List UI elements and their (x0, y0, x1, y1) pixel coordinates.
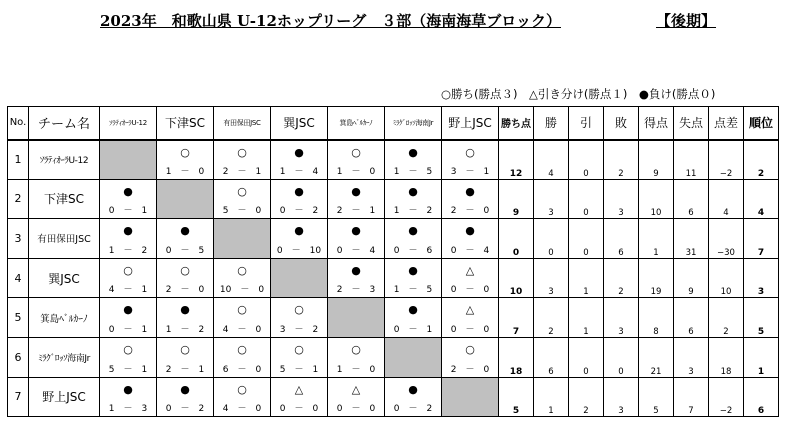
match-cell (100, 337, 157, 377)
header-loss: 敗 (604, 107, 639, 140)
match-score: 0 － 10 (276, 245, 322, 256)
match-score: 0 － 0 (336, 404, 376, 415)
loss-count: 3 (604, 298, 639, 338)
match-score: 0 － 2 (279, 206, 319, 217)
result-symbol: △ (351, 382, 361, 396)
header-points: 勝ち点 (499, 107, 534, 140)
match-score: 0 － 4 (336, 245, 376, 256)
table-row (8, 337, 779, 377)
team-name: 巽JSC (29, 258, 100, 298)
match-score: 4 － 1 (108, 285, 148, 296)
match-score: 1 － 2 (393, 206, 433, 217)
goal-difference: 10 (709, 258, 744, 298)
points-value: 9 (499, 179, 534, 219)
result-symbol: ○ (237, 184, 247, 198)
match-cell (328, 179, 385, 219)
match-cell (214, 258, 271, 298)
header-opponent-7: 野上JSC (442, 107, 499, 140)
match-cell (157, 377, 214, 417)
self-match-cell (328, 298, 385, 338)
match-cell (385, 219, 442, 259)
rank-value: 6 (744, 377, 779, 417)
result-symbol: ○ (237, 263, 247, 277)
result-symbol: ● (408, 382, 418, 396)
result-symbol: ○ (237, 342, 247, 356)
match-score: 3 － 1 (450, 166, 490, 177)
result-symbol: ● (294, 184, 304, 198)
draw-count: 0 (569, 179, 604, 219)
result-symbol: ● (465, 224, 475, 238)
result-symbol: ○ (180, 145, 190, 159)
match-cell (157, 337, 214, 377)
goals-for: 19 (639, 258, 674, 298)
rank-value: 7 (744, 219, 779, 259)
goals-for: 1 (639, 219, 674, 259)
match-cell (271, 140, 328, 180)
match-score: 1 － 0 (165, 166, 205, 177)
points-value: 0 (499, 219, 534, 259)
header-team: チーム名 (29, 107, 100, 140)
match-cell (157, 298, 214, 338)
table-row (8, 219, 779, 259)
result-symbol: ● (180, 224, 190, 238)
row-number: 7 (8, 377, 29, 417)
result-symbol: △ (465, 303, 475, 317)
match-cell (442, 140, 499, 180)
header-goals-against: 失点 (674, 107, 709, 140)
match-cell (271, 179, 328, 219)
match-cell (385, 377, 442, 417)
goals-for: 5 (639, 377, 674, 417)
draw-count: 0 (569, 140, 604, 180)
goals-against: 3 (674, 337, 709, 377)
table-row (8, 140, 779, 180)
win-count: 0 (534, 219, 569, 259)
match-cell (214, 337, 271, 377)
result-symbol: ○ (294, 303, 304, 317)
match-cell (442, 179, 499, 219)
rank-value: 1 (744, 337, 779, 377)
result-symbol: ● (123, 382, 133, 396)
result-symbol: ● (351, 263, 361, 277)
match-score: 1 － 0 (336, 166, 376, 177)
header-no: No. (8, 107, 29, 140)
rank-value: 4 (744, 179, 779, 219)
match-score: 0 － 1 (393, 324, 433, 335)
header-opponent-5: 箕島ﾍﾞﾙｶｰﾉ (328, 107, 385, 140)
result-symbol: ● (180, 303, 190, 317)
match-score: 2 － 1 (336, 206, 376, 217)
match-score: 4 － 0 (222, 324, 262, 335)
goal-difference: −2 (709, 377, 744, 417)
table-row (8, 377, 779, 417)
result-symbol: ● (465, 184, 475, 198)
match-cell (271, 219, 328, 259)
match-score: 3 － 2 (279, 324, 319, 335)
result-symbol: ● (408, 184, 418, 198)
match-score: 5 － 1 (279, 364, 319, 375)
match-cell (328, 377, 385, 417)
goal-difference: 4 (709, 179, 744, 219)
points-legend: ○勝ち(勝点３) △引き分け(勝点１) ●負け(勝点０) (441, 87, 716, 101)
loss-count: 6 (604, 219, 639, 259)
loss-count: 2 (604, 258, 639, 298)
result-symbol: ● (123, 303, 133, 317)
match-score: 0 － 0 (450, 324, 490, 335)
row-number: 2 (8, 179, 29, 219)
draw-count: 1 (569, 258, 604, 298)
match-score: 0 － 2 (165, 404, 205, 415)
match-cell (100, 219, 157, 259)
loss-count: 3 (604, 179, 639, 219)
goals-for: 10 (639, 179, 674, 219)
match-score: 0 － 4 (450, 245, 490, 256)
header-opponent-1: ｿﾗﾃｨｵｰﾗU-12 (100, 107, 157, 140)
result-symbol: ○ (237, 382, 247, 396)
rank-value: 2 (744, 140, 779, 180)
match-cell (385, 258, 442, 298)
goals-against: 6 (674, 179, 709, 219)
match-score: 0 － 6 (393, 245, 433, 256)
goal-difference: −30 (709, 219, 744, 259)
header-opponent-3: 有田保田JSC (214, 107, 271, 140)
goals-against: 9 (674, 258, 709, 298)
match-score: 0 － 5 (165, 245, 205, 256)
match-score: 1 － 0 (336, 364, 376, 375)
rank-value: 5 (744, 298, 779, 338)
header-rank: 順位 (744, 107, 779, 140)
loss-count: 0 (604, 337, 639, 377)
team-name: 有田保田JSC (29, 219, 100, 259)
team-name: 野上JSC (29, 377, 100, 417)
match-cell (214, 298, 271, 338)
match-cell (328, 337, 385, 377)
match-score: 6 － 0 (222, 364, 262, 375)
result-symbol: ○ (123, 342, 133, 356)
result-symbol: ○ (237, 303, 247, 317)
points-value: 5 (499, 377, 534, 417)
result-symbol: ● (180, 382, 190, 396)
header-win: 勝 (534, 107, 569, 140)
match-score: 1 － 2 (165, 324, 205, 335)
result-symbol: △ (465, 263, 475, 277)
goals-against: 31 (674, 219, 709, 259)
win-count: 3 (534, 179, 569, 219)
match-score: 5 － 0 (222, 206, 262, 217)
win-count: 3 (534, 258, 569, 298)
team-name: ｿﾗﾃｨｵｰﾗU-12 (29, 140, 100, 180)
match-cell (214, 377, 271, 417)
result-symbol: ● (294, 145, 304, 159)
match-cell (100, 377, 157, 417)
header-opponent-2: 下津SC (157, 107, 214, 140)
win-count: 4 (534, 140, 569, 180)
win-count: 2 (534, 298, 569, 338)
match-score: 10 － 0 (219, 285, 265, 296)
match-cell (100, 258, 157, 298)
match-score: 2 － 1 (165, 364, 205, 375)
match-cell (157, 219, 214, 259)
self-match-cell (271, 258, 328, 298)
result-symbol: ○ (351, 342, 361, 356)
match-score: 0 － 1 (108, 206, 148, 217)
match-cell (271, 377, 328, 417)
match-cell (328, 140, 385, 180)
loss-count: 2 (604, 140, 639, 180)
match-score: 1 － 3 (108, 404, 148, 415)
match-cell (100, 179, 157, 219)
win-count: 1 (534, 377, 569, 417)
match-cell (385, 140, 442, 180)
draw-count: 0 (569, 219, 604, 259)
header-row (8, 107, 779, 140)
match-cell (100, 298, 157, 338)
goals-against: 11 (674, 140, 709, 180)
table-body (8, 140, 779, 417)
row-number: 4 (8, 258, 29, 298)
match-score: 2 － 0 (450, 206, 490, 217)
match-score: 0 － 0 (450, 285, 490, 296)
row-number: 5 (8, 298, 29, 338)
match-cell (214, 140, 271, 180)
match-cell (157, 140, 214, 180)
goals-for: 9 (639, 140, 674, 180)
header-goals-for: 得点 (639, 107, 674, 140)
match-score: 1 － 5 (393, 166, 433, 177)
match-score: 2 － 0 (450, 364, 490, 375)
match-cell (271, 298, 328, 338)
result-symbol: ● (408, 224, 418, 238)
header-opponent-4: 巽JSC (271, 107, 328, 140)
self-match-cell (385, 337, 442, 377)
loss-count: 3 (604, 377, 639, 417)
match-cell (157, 258, 214, 298)
goals-against: 6 (674, 298, 709, 338)
points-value: 12 (499, 140, 534, 180)
result-symbol: ○ (465, 145, 475, 159)
result-symbol: ○ (123, 263, 133, 277)
header-opponent-6: ﾐﾗｸﾞﾛｯｿ海南Jr (385, 107, 442, 140)
row-number: 3 (8, 219, 29, 259)
match-cell (442, 219, 499, 259)
table-row (8, 179, 779, 219)
team-name: 下津SC (29, 179, 100, 219)
self-match-cell (214, 219, 271, 259)
match-score: 4 － 0 (222, 404, 262, 415)
match-cell (214, 179, 271, 219)
result-symbol: ● (294, 224, 304, 238)
match-score: 2 － 1 (222, 166, 262, 177)
match-score: 5 － 1 (108, 364, 148, 375)
result-symbol: ● (408, 145, 418, 159)
match-cell (328, 219, 385, 259)
result-symbol: ○ (465, 342, 475, 356)
team-name: 箕島ﾍﾞﾙｶｰﾉ (29, 298, 100, 338)
goals-for: 21 (639, 337, 674, 377)
header-goal-diff: 点差 (709, 107, 744, 140)
draw-count: 1 (569, 298, 604, 338)
rank-value: 3 (744, 258, 779, 298)
match-score: 1 － 4 (279, 166, 319, 177)
match-score: 0 － 1 (108, 324, 148, 335)
table-row (8, 298, 779, 338)
match-score: 2 － 0 (165, 285, 205, 296)
self-match-cell (100, 140, 157, 180)
match-score: 1 － 5 (393, 285, 433, 296)
result-symbol: ● (123, 224, 133, 238)
match-cell (271, 337, 328, 377)
match-cell (442, 337, 499, 377)
page-title: 2023年 和歌山県 U-12ホップリーグ ３部（海南海草ブロック） (100, 12, 561, 30)
match-cell (385, 298, 442, 338)
page-header (0, 8, 785, 32)
result-symbol: ○ (294, 342, 304, 356)
match-score: 2 － 3 (336, 285, 376, 296)
match-score: 0 － 0 (279, 404, 319, 415)
goal-difference: 18 (709, 337, 744, 377)
period-label: 【後期】 (656, 12, 717, 30)
table-row (8, 258, 779, 298)
result-symbol: ● (408, 263, 418, 277)
result-symbol: ● (408, 303, 418, 317)
match-cell (442, 298, 499, 338)
goals-against: 7 (674, 377, 709, 417)
team-name: ﾐﾗｸﾞﾛｯｿ海南Jr (29, 337, 100, 377)
row-number: 1 (8, 140, 29, 180)
goals-for: 8 (639, 298, 674, 338)
league-table (7, 106, 779, 417)
result-symbol: ○ (180, 263, 190, 277)
draw-count: 0 (569, 337, 604, 377)
goal-difference: 2 (709, 298, 744, 338)
result-symbol: △ (294, 382, 304, 396)
result-symbol: ● (351, 224, 361, 238)
result-symbol: ● (123, 184, 133, 198)
match-score: 0 － 2 (393, 404, 433, 415)
points-value: 18 (499, 337, 534, 377)
draw-count: 2 (569, 377, 604, 417)
row-number: 6 (8, 337, 29, 377)
match-cell (385, 179, 442, 219)
points-value: 7 (499, 298, 534, 338)
result-symbol: ○ (351, 145, 361, 159)
goal-difference: −2 (709, 140, 744, 180)
result-symbol: ○ (180, 342, 190, 356)
win-count: 6 (534, 337, 569, 377)
match-score: 1 － 2 (108, 245, 148, 256)
match-cell (442, 258, 499, 298)
match-cell (328, 258, 385, 298)
points-value: 10 (499, 258, 534, 298)
result-symbol: ○ (237, 145, 247, 159)
self-match-cell (157, 179, 214, 219)
self-match-cell (442, 377, 499, 417)
header-draw: 引 (569, 107, 604, 140)
result-symbol: ● (351, 184, 361, 198)
